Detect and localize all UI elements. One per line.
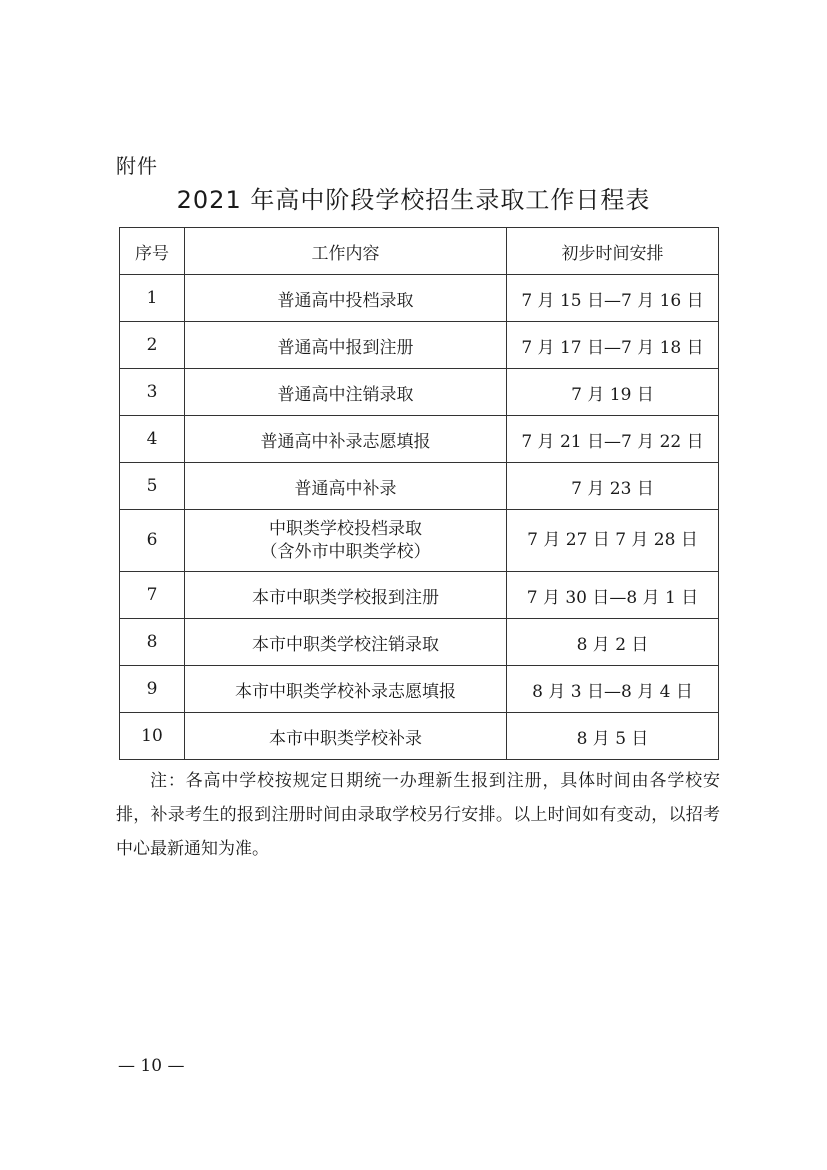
row-content-line: 普通高中投档录取 <box>277 290 414 311</box>
row-content-line: 本市中职类学校报到注册 <box>252 587 439 608</box>
row-time: 7 月 19 日 <box>507 369 719 416</box>
row-time: 8 月 3 日—8 月 4 日 <box>507 666 719 713</box>
table-row <box>120 416 719 463</box>
row-content-line: 普通高中补录志愿填报 <box>260 431 431 452</box>
row-number: 8 <box>120 619 185 666</box>
table-row <box>120 322 719 369</box>
table-row <box>120 275 719 322</box>
row-number: 3 <box>120 369 185 416</box>
row-time: 7 月 27 日 7 月 28 日 <box>507 510 719 572</box>
table-header-row <box>120 228 719 275</box>
row-number: 1 <box>120 275 185 322</box>
row-number: 4 <box>120 416 185 463</box>
table-row <box>120 463 719 510</box>
row-content <box>185 369 507 416</box>
row-content <box>185 713 507 760</box>
header-time: 初步时间安排 <box>507 228 719 275</box>
row-content-line: 普通高中注销录取 <box>277 384 414 405</box>
table-row <box>120 666 719 713</box>
row-time: 8 月 5 日 <box>507 713 719 760</box>
row-content-line: 本市中职类学校注销录取 <box>252 634 439 655</box>
row-content-line: 本市中职类学校补录 <box>269 728 422 749</box>
table-row <box>120 572 719 619</box>
page-title: 2021 年高中阶段学校招生录取工作日程表 <box>176 186 651 214</box>
row-content-line: 中职类学校投档录取 <box>269 518 422 539</box>
row-time: 7 月 23 日 <box>507 463 719 510</box>
row-content-line: 普通高中报到注册 <box>277 337 414 358</box>
row-time: 8 月 2 日 <box>507 619 719 666</box>
row-number: 7 <box>120 572 185 619</box>
table-row <box>120 713 719 760</box>
header-content: 工作内容 <box>185 228 507 275</box>
row-content-line: （含外市中职类学校） <box>260 541 431 562</box>
row-content <box>185 572 507 619</box>
header-no: 序号 <box>120 228 185 275</box>
footnote <box>116 764 720 866</box>
page-number: — 10 — <box>118 1056 185 1076</box>
row-number: 2 <box>120 322 185 369</box>
row-number: 5 <box>120 463 185 510</box>
row-content <box>185 619 507 666</box>
attachment-label: 附件 <box>116 154 158 178</box>
table-row <box>120 369 719 416</box>
row-content <box>185 416 507 463</box>
row-content-line: 本市中职类学校补录志愿填报 <box>235 681 456 702</box>
table-row <box>120 619 719 666</box>
row-time: 7 月 15 日—7 月 16 日 <box>507 275 719 322</box>
row-content <box>185 322 507 369</box>
schedule-table <box>119 227 719 760</box>
footnote-text: 注：各高中学校按规定日期统一办理新生报到注册，具体时间由各学校安排，补录考生的报到注册时间由录取学校另行安排。以上时间如有变动，以招考中心最新通知为准。 <box>116 771 720 859</box>
row-content <box>185 275 507 322</box>
row-content <box>185 666 507 713</box>
row-number: 6 <box>120 510 185 572</box>
table-row <box>120 510 719 572</box>
row-number: 10 <box>120 713 185 760</box>
row-content <box>185 510 507 572</box>
row-number: 9 <box>120 666 185 713</box>
row-time: 7 月 21 日—7 月 22 日 <box>507 416 719 463</box>
row-time: 7 月 17 日—7 月 18 日 <box>507 322 719 369</box>
row-content <box>185 463 507 510</box>
row-content-line: 普通高中补录 <box>294 478 397 499</box>
row-time: 7 月 30 日—8 月 1 日 <box>507 572 719 619</box>
